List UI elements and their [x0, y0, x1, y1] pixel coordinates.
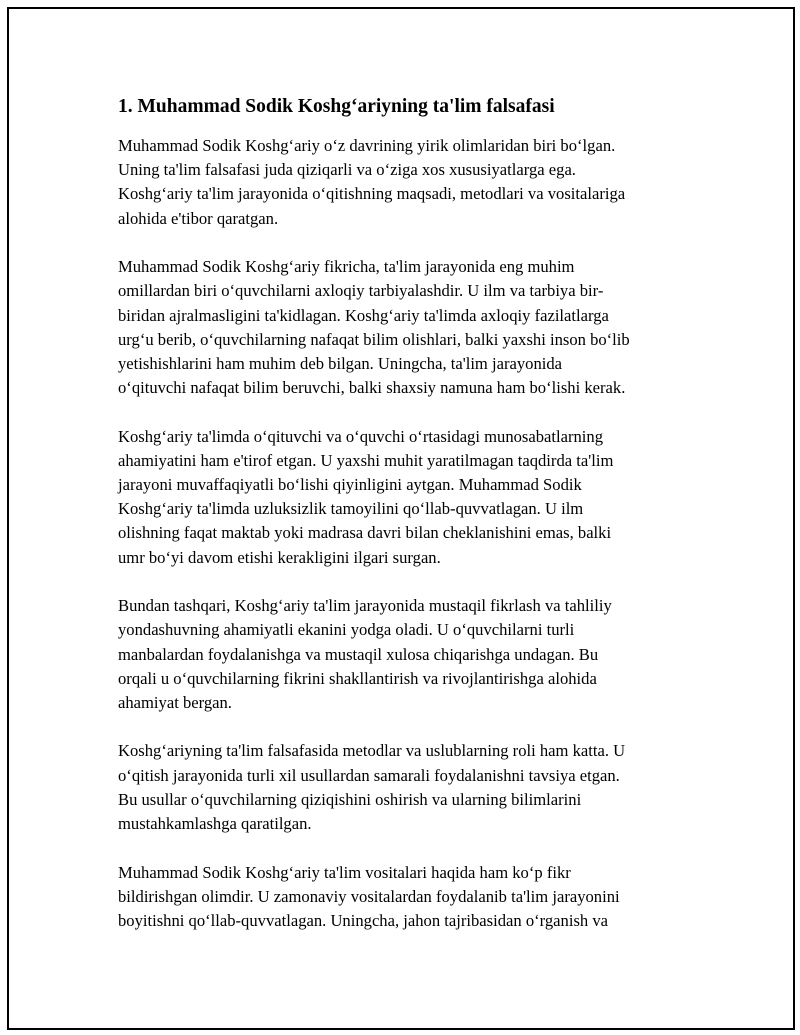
text-line: o‘qituvchi nafaqat bilim beruvchi, balki shaxsiy namuna ham bo‘lishi kerak.: [118, 378, 626, 398]
paragraph-6: [118, 861, 696, 934]
document-title: 1. Muhammad Sodik Koshg‘ariyning ta'lim falsafasi: [118, 96, 555, 117]
text-line: ahamiyat bergan.: [118, 692, 232, 712]
text-line: orqali u o‘quvchilarning fikrini shakllantirish va rivojlantirishga alohida: [118, 668, 597, 688]
text-line: Bundan tashqari, Koshg‘ariy ta'lim jarayonida mustaqil fikrlash va tahliliy: [118, 596, 612, 616]
document-body: [118, 93, 696, 957]
text-line: urg‘u berib, o‘quvchilarning nafaqat bilim olishlari, balki yaxshi inson bo‘lib: [118, 329, 630, 349]
text-line: Bu usullar o‘quvchilarning qiziqishini oshirish va ularning bilimlarini: [118, 789, 582, 809]
text-line: manbalardan foydalanishga va mustaqil xulosa chiqarishga undagan. Bu: [118, 644, 599, 664]
text-line: yondashuvning ahamiyatli ekanini yodga oladi. U o‘quvchilarni turli: [118, 620, 575, 640]
text-line: Koshg‘ariy ta'limda uzluksizlik tamoyilini qo‘llab-quvvatlagan. U ilm: [118, 499, 584, 519]
text-line: ahamiyatini ham e'tirof etgan. U yaxshi muhit yaratilmagan taqdirda ta'lim: [118, 450, 614, 470]
text-line: o‘qitish jarayonida turli xil usullardan samarali foydalanishni tavsiya etgan.: [118, 765, 620, 785]
text-line: Koshg‘ariy ta'limda o‘qituvchi va o‘quvchi o‘rtasidagi munosabatlarning: [118, 426, 604, 446]
text-line: biridan ajralmasligini ta'kidlagan. Koshg‘ariy ta'limda axloqiy fazilatlarga: [118, 305, 609, 325]
text-line: boyitishni qo‘llab-quvvatlagan. Uningcha, jahon tajribasidan o‘rganish va: [118, 910, 609, 930]
paragraph-2: [118, 255, 696, 400]
text-line: Koshg‘ariyning ta'lim falsafasida metodlar va uslublarning roli ham katta. U: [118, 741, 626, 761]
text-line: omillardan biri o‘quvchilarni axloqiy tarbiyalashdir. U ilm va tarbiya bir-: [118, 281, 604, 301]
text-line: Uning ta'lim falsafasi juda qiziqarli va o‘ziga xos xususiyatlarga ega.: [118, 160, 576, 180]
paragraph-5: [118, 739, 696, 836]
text-line: olishning faqat maktab yoki madrasa davri bilan cheklanishini emas, balki: [118, 523, 612, 543]
text-line: mustahkamlashga qaratilgan.: [118, 814, 312, 834]
text-line: jarayoni muvaffaqiyatli bo‘lishi qiyinligini aytgan. Muhammad Sodik: [118, 475, 582, 495]
text-line: bildirishgan olimdir. U zamonaviy vositalardan foydalanib ta'lim jarayonini: [118, 886, 620, 906]
paragraph-3: [118, 425, 696, 570]
text-line: Muhammad Sodik Koshg‘ariy fikricha, ta'lim jarayonida eng muhim: [118, 257, 575, 277]
text-line: umr bo‘yi davom etishi kerakligini ilgari surgan.: [118, 547, 441, 567]
text-line: Koshg‘ariy ta'lim jarayonida o‘qitishning maqsadi, metodlari va vositalariga: [118, 184, 626, 204]
text-line: alohida e'tibor qaratgan.: [118, 208, 279, 228]
paragraph-4: [118, 594, 696, 715]
text-line: Muhammad Sodik Koshg‘ariy ta'lim vositalari haqida ham ko‘p fikr: [118, 862, 571, 882]
paragraph-1: [118, 134, 696, 231]
text-line: Muhammad Sodik Koshg‘ariy o‘z davrining yirik olimlaridan biri bo‘lgan.: [118, 136, 616, 155]
text-line: yetishishlarini ham muhim deb bilgan. Uningcha, ta'lim jarayonida: [118, 353, 563, 373]
